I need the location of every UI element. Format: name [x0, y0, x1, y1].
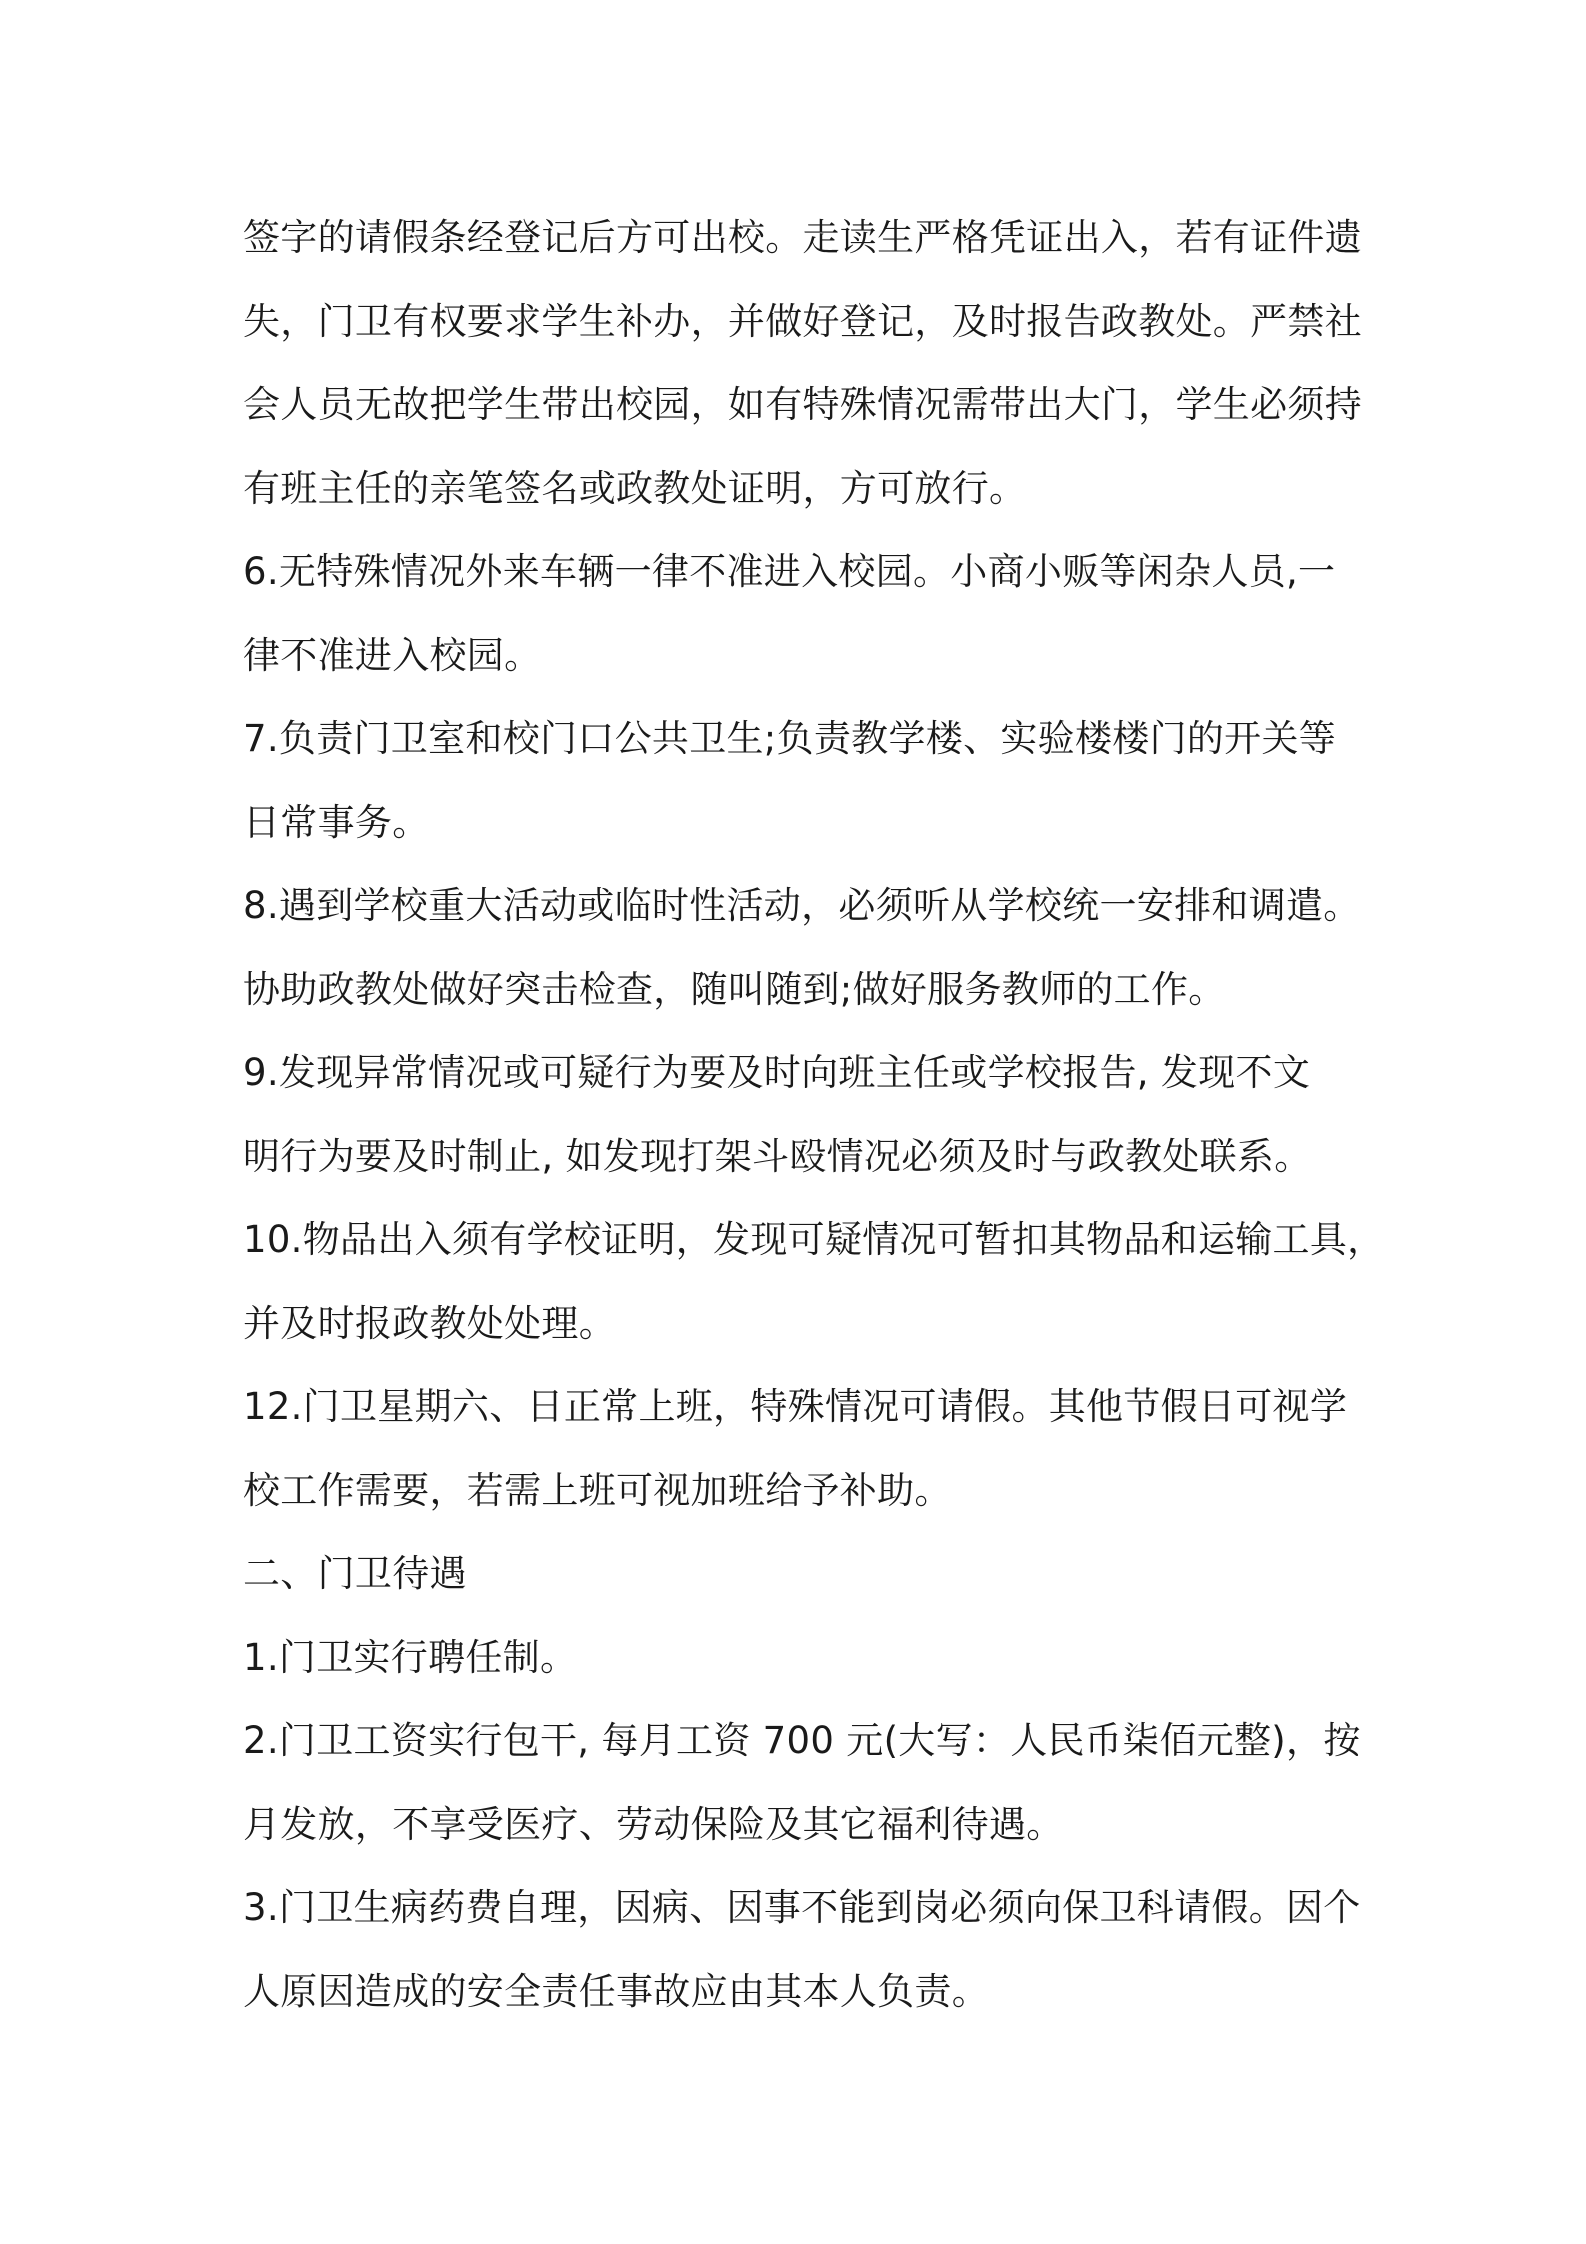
- text-line: 2.门卫工资实行包干, 每月工资 700 元(大写：人民币柒佰元整)，按: [243, 1719, 1361, 1762]
- text-line: 明行为要及时制止, 如发现打架斗殴情况必须及时与政教处联系。: [243, 1134, 1312, 1178]
- text-line: 校工作需要，若需上班可视加班给予补助。: [243, 1468, 952, 1512]
- text-line: 并及时报政教处处理。: [243, 1301, 616, 1345]
- section-heading: 二、门卫待遇: [243, 1552, 467, 1595]
- text-line: 6.无特殊情况外来车辆一律不准进入校园。小商小贩等闲杂人员,一: [243, 550, 1336, 593]
- text-line: 会人员无故把学生带出校园，如有特殊情况需带出大门，学生必须持: [243, 383, 1362, 426]
- text-line: 日常事务。: [243, 800, 430, 844]
- text-line: 8.遇到学校重大活动或临时性活动，必须听从学校统一安排和调遣。: [243, 884, 1361, 927]
- document-body: [243, 196, 1385, 2033]
- text-line: 3.门卫生病药费自理，因病、因事不能到岗必须向保卫科请假。因个: [243, 1886, 1361, 1929]
- text-line: 12.门卫星期六、日正常上班，特殊情况可请假。其他节假日可视学: [243, 1385, 1348, 1428]
- text-line: 签字的请假条经登记后方可出校。走读生严格凭证出入，若有证件遗: [243, 216, 1362, 259]
- text-line: 有班主任的亲笔签名或政教处证明，方可放行。: [243, 466, 1027, 510]
- text-line: 7.负责门卫室和校门口公共卫生;负责教学楼、实验楼楼门的开关等: [243, 717, 1337, 760]
- text-line: 1.门卫实行聘任制。: [243, 1635, 578, 1679]
- text-line: 10.物品出入须有学校证明，发现可疑情况可暂扣其物品和运输工具，: [243, 1218, 1385, 1261]
- text-line: 协助政教处做好突击检查，随叫随到;做好服务教师的工作。: [243, 967, 1226, 1011]
- text-line: 人原因造成的安全责任事故应由其本人负责。: [243, 1969, 989, 2013]
- text-line: 9.发现异常情况或可疑行为要及时向班主任或学校报告, 发现不文: [243, 1051, 1311, 1094]
- text-line: 失，门卫有权要求学生补办，并做好登记，及时报告政教处。严禁社: [243, 299, 1362, 343]
- text-line: 律不准进入校园。: [243, 633, 542, 677]
- text-line: 月发放，不享受医疗、劳动保险及其它福利待遇。: [243, 1802, 1064, 1846]
